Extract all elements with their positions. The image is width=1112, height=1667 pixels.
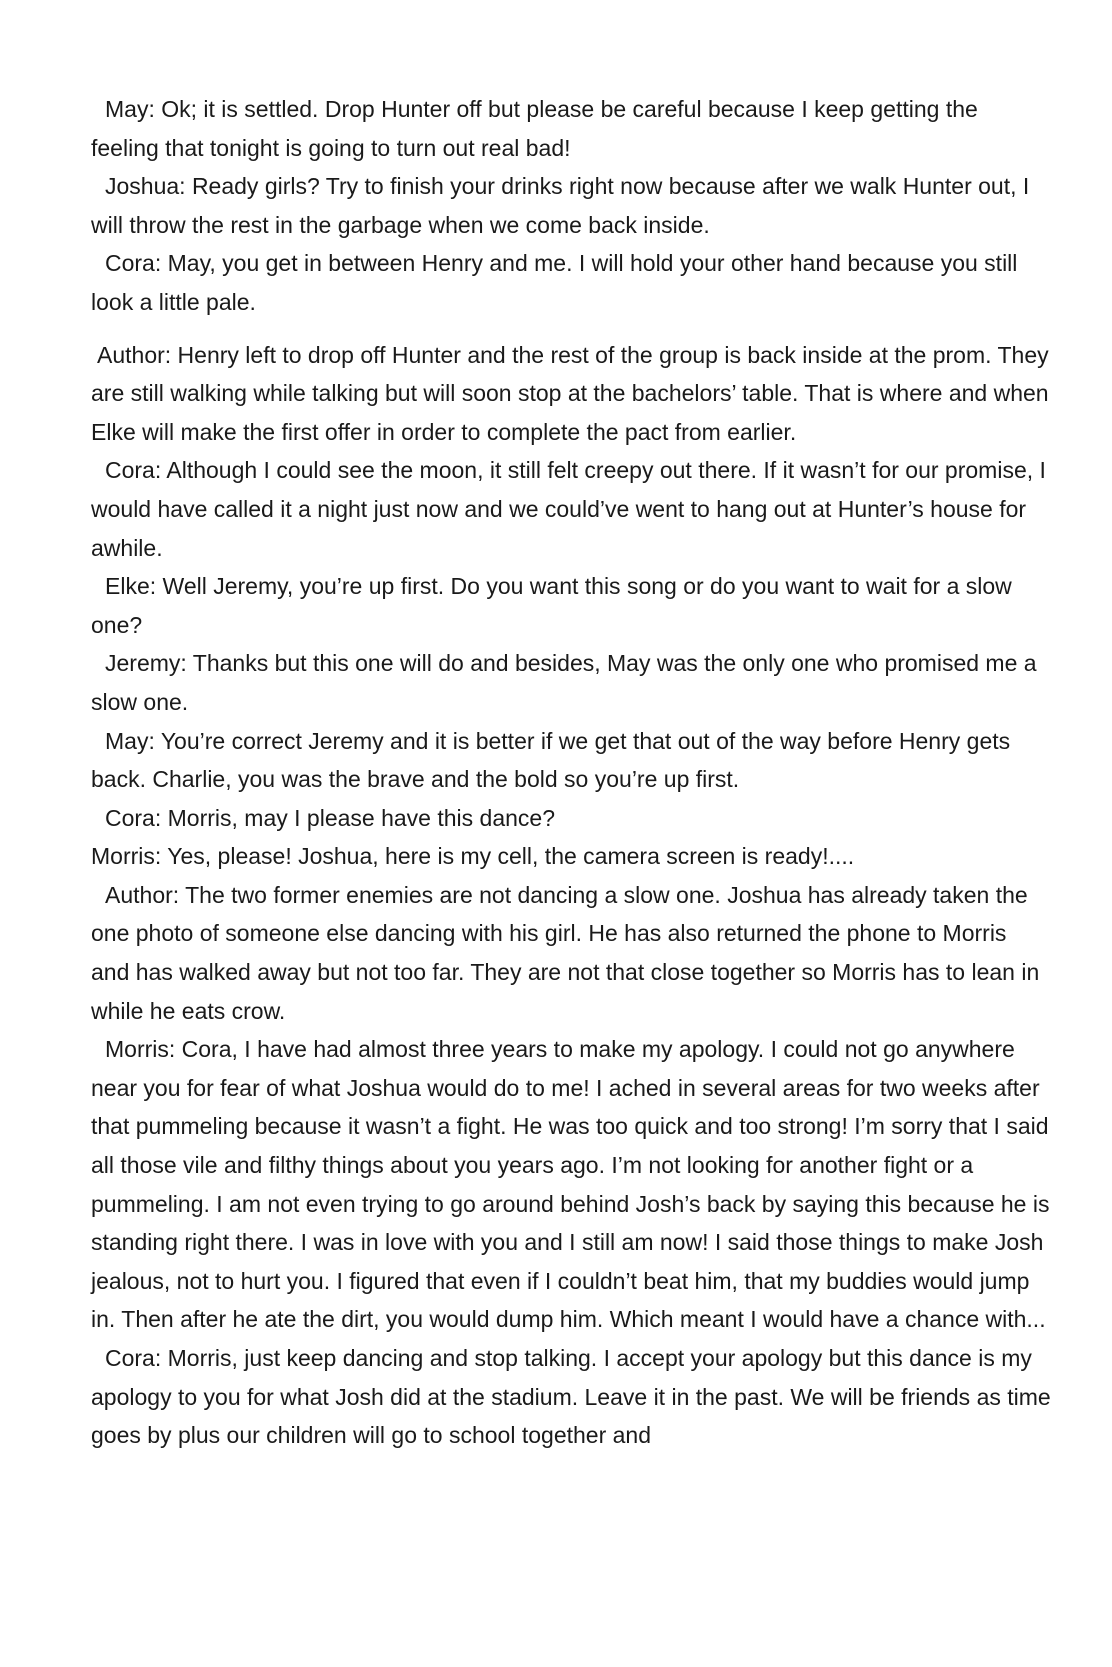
paragraph-author-henry-left: Author: Henry left to drop off Hunter and the rest of the group is back inside at the prom. They are still walking while talking but will soon stop at the bachelors’ table. That is where and when Elke will make the first offer in order to complete the pact from earlier.: [91, 341, 1049, 445]
paragraph-morris-apology: Morris: Cora, I have had almost three years to make my apology. I could not go anywhere near you for fear of what Joshua would do to me! I ached in several areas for two weeks after that pummeling because it wasn’t a fight. He was too quick and too strong! I’m sorry that I said all those vile and filthy things about you years ago. I’m not looking for another fight or a pummeling. I am not even trying to go around behind Josh’s back by saying this because he is standing right there. I was in love with you and I still am now! I said those things to make Josh jealous, not to hurt you. I figured that even if I couldn’t beat him, that my buddies would jump in. Then after he ate the dirt, you would dump him. Which meant I would have a chance with...: [91, 1036, 1050, 1333]
paragraph-jeremy-thanks: Jeremy: Thanks but this one will do and besides, May was the only one who promised me a slow one.: [91, 650, 1037, 715]
document-page: [91, 90, 1051, 1455]
paragraph-may-settled: May: Ok; it is settled. Drop Hunter off but please be careful because I keep getting the feeling that tonight is going to turn out real bad!: [91, 96, 978, 161]
paragraph-elke-jeremy: Elke: Well Jeremy, you’re up first. Do you want this song or do you want to wait for a slow one?: [91, 573, 1012, 638]
paragraph-cora-moon: Cora: Although I could see the moon, it still felt creepy out there. If it wasn’t for our promise, I would have called it a night just now and we could’ve went to hang out at Hunter’s house for awhile.: [91, 457, 1046, 561]
paragraph-morris-yes: Morris: Yes, please! Joshua, here is my cell, the camera screen is ready!....: [91, 843, 855, 870]
paragraph-cora-dance-request: Cora: Morris, may I please have this dance?: [105, 804, 555, 831]
paragraph-may-correct: May: You’re correct Jeremy and it is better if we get that out of the way before Henry gets back. Charlie, you was the brave and the bold so you’re up first.: [91, 727, 1011, 793]
paragraph-author-former-enemies: Author: The two former enemies are not dancing a slow one. Joshua has already taken the one photo of someone else dancing with his girl. He has also returned the phone to Morris and has walked away but not too far. They are not that close together so Morris has to lean in while he eats crow.: [91, 881, 1040, 1024]
paragraph-cora-keep-dancing: Cora: Morris, just keep dancing and stop talking. I accept your apology but this dance is my apology to you for what Josh did at the stadium. Leave it in the past. We will be friends as time goes by plus our children will go to school together and: [91, 1345, 1051, 1449]
paragraph-joshua-ready: Joshua: Ready girls? Try to finish your drinks right now because after we walk Hunter out, I will throw the rest in the garbage when we come back inside.: [91, 173, 1030, 238]
paragraph-gap: [91, 322, 1051, 336]
paragraph-cora-between: Cora: May, you get in between Henry and me. I will hold your other hand because you still look a little pale.: [91, 250, 1018, 315]
